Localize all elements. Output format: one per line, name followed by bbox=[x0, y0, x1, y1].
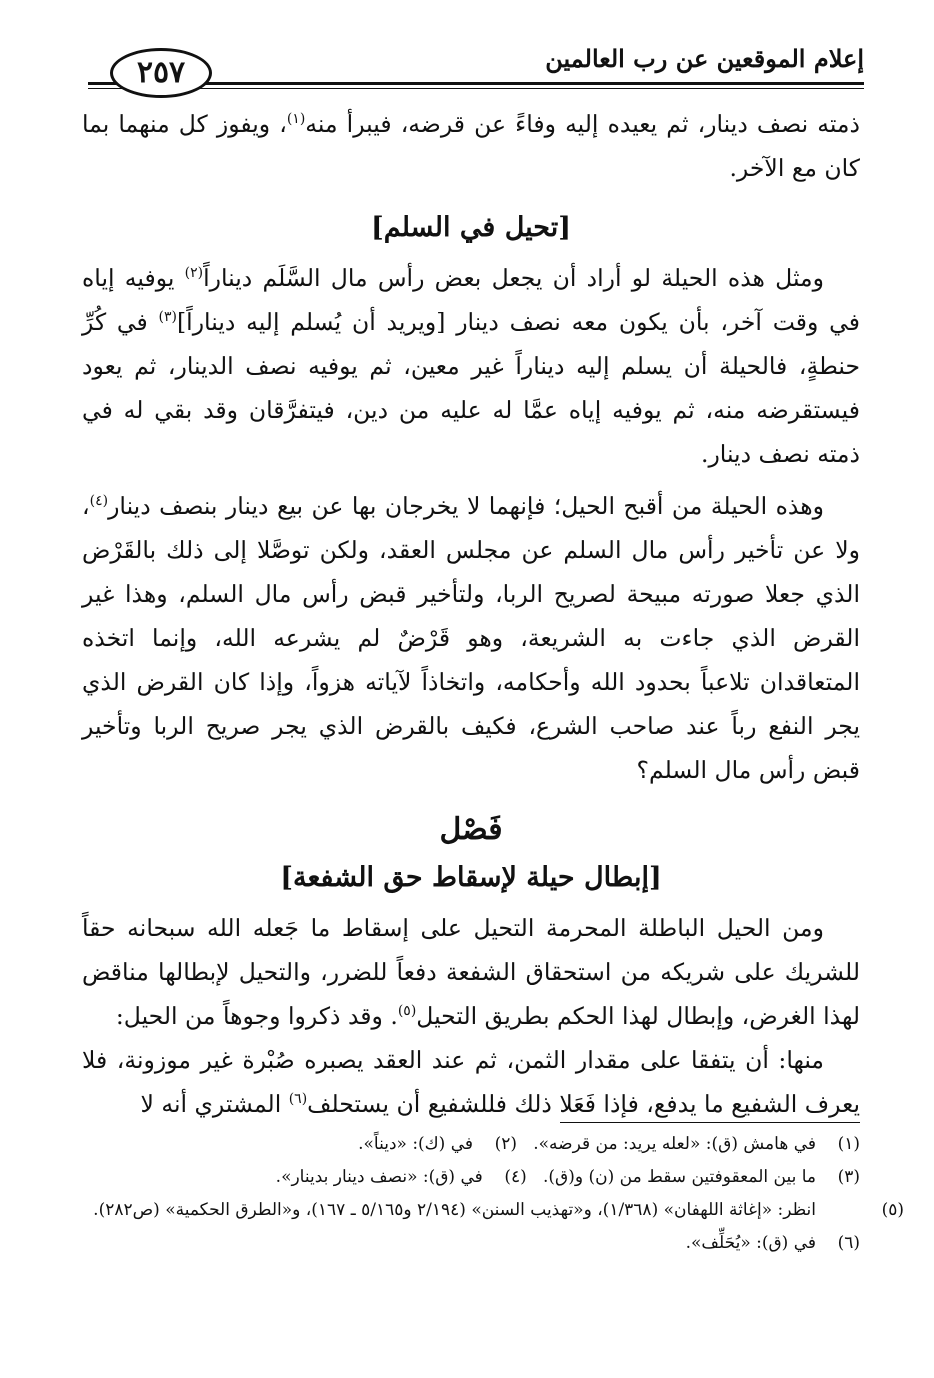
footnote-ref: (٢) bbox=[184, 265, 204, 282]
footnote-rule bbox=[560, 1122, 860, 1123]
footnote: (٦)في (ق): «يُحَلِّف». bbox=[685, 1233, 860, 1253]
chapter-marker: فَصْل bbox=[439, 812, 503, 847]
paragraph: وهذه الحيلة من أقبح الحيل؛ فإنهما لا يخرجان بها عن بيع دينار بنصف دينار$^{(٤)}$، ولا عن تأخير رأس مال السلم عن مجلس العقد، ولكن توصَّلا إلى ذلك بالقَرْض الذي جعلا صورته مبيحة لصريح الربا، ولتأخير قبض رأس مال السلم، وهذا غير القرض الذي جاءت به الشريعة، وهو قَرْضٌ لم يشرعه الله، وإنما اتخذه المتعاقدان تلاعباً بحدود الله وأحكامه، واتخاذاً لآياته هزواً، وإذا كان القرض الذي يجر النفع رباً عند صاحب الشرع، فكيف بالقرض الذي يجر صريح الربا وتأخير قبض رأس مال السلم؟ bbox=[82, 492, 860, 784]
footnote-ref: (٤) bbox=[89, 493, 109, 510]
footnote: (٥)انظر: «إغاثة اللهفان» (١/٣٦٨)، و«تهذيب السنن» (٢/١٩٤ و٥/١٦٥ ـ ١٦٧)، و«الطرق الحكمية» (ص٢٨٢). bbox=[93, 1200, 904, 1220]
page-number: ٢٥٧ bbox=[110, 48, 212, 98]
footnote-ref: (١) bbox=[286, 111, 306, 128]
section-heading: [تحيل في السلم] bbox=[370, 212, 572, 243]
running-title: إعلام الموقعين عن رب العالمين bbox=[545, 44, 864, 73]
paragraph: منها: أن يتفقا على مقدار الثمن، ثم عند العقد يصبره صُبْرة غير موزونة، فلا يعرف الشفيع ما يدفع، فإذا فَعَلا ذلك فللشفيع أن يستحلف$^{(٦)}$ المشتري أنه لا bbox=[82, 1046, 860, 1118]
footnote-ref: (٦) bbox=[288, 1091, 308, 1108]
footnote: (١)في هامش (ق): «لعله يريد: من قرضه». (٢)في (ك): «ديناً». bbox=[358, 1134, 860, 1154]
page-header bbox=[88, 38, 864, 98]
main-text bbox=[82, 102, 860, 1126]
section-heading: [إبطال حيلة لإسقاط حق الشفعة] bbox=[280, 862, 662, 893]
footnote-ref: (٥) bbox=[397, 1003, 417, 1020]
footnotes bbox=[82, 1128, 904, 1260]
paragraph: ذمته نصف دينار، ثم يعيده إليه وفاءً عن قرضه، فيبرأ منه$^{(١)}$، ويفوز كل منهما بما كان مع الآخر. bbox=[82, 110, 860, 182]
footnote-ref: (٣) bbox=[158, 309, 178, 326]
header-rule-thin bbox=[88, 88, 864, 89]
footnote: (٣)ما بين المعقوفتين سقط من (ن) و(ق). (٤)في (ق): «نصف دينار بدينار». bbox=[275, 1167, 860, 1187]
paragraph: ومن الحيل الباطلة المحرمة التحيل على إسقاط ما جَعله الله سبحانه حقاً للشريك على شريكه من استحقاق الشفعة دفعاً للضرر، والتحيل لإبطالها مناقض لهذا الغرض، وإبطال لهذا الحكم بطريق التحيل$^{(٥)}$. وقد ذكروا وجوهاً من الحيل: bbox=[82, 914, 860, 1030]
paragraph: ومثل هذه الحيلة لو أراد أن يجعل بعض رأس مال السَّلَم ديناراً$^{(٢)}$ يوفيه إياه في وقت آخر، بأن يكون معه نصف دينار [ويريد أن يُسلم إليه ديناراً]$^{(٣)}$ في كُرِّ حنطةٍ، فالحيلة أن يسلم إليه ديناراً غير معين، ثم يوفيه نصف الدينار، ثم يعود فيستقرضه منه، ثم يوفيه إياه عمَّا له عليه من دين، فيتفرَّقان وقد بقي له في ذمته نصف دينار. bbox=[82, 264, 860, 468]
